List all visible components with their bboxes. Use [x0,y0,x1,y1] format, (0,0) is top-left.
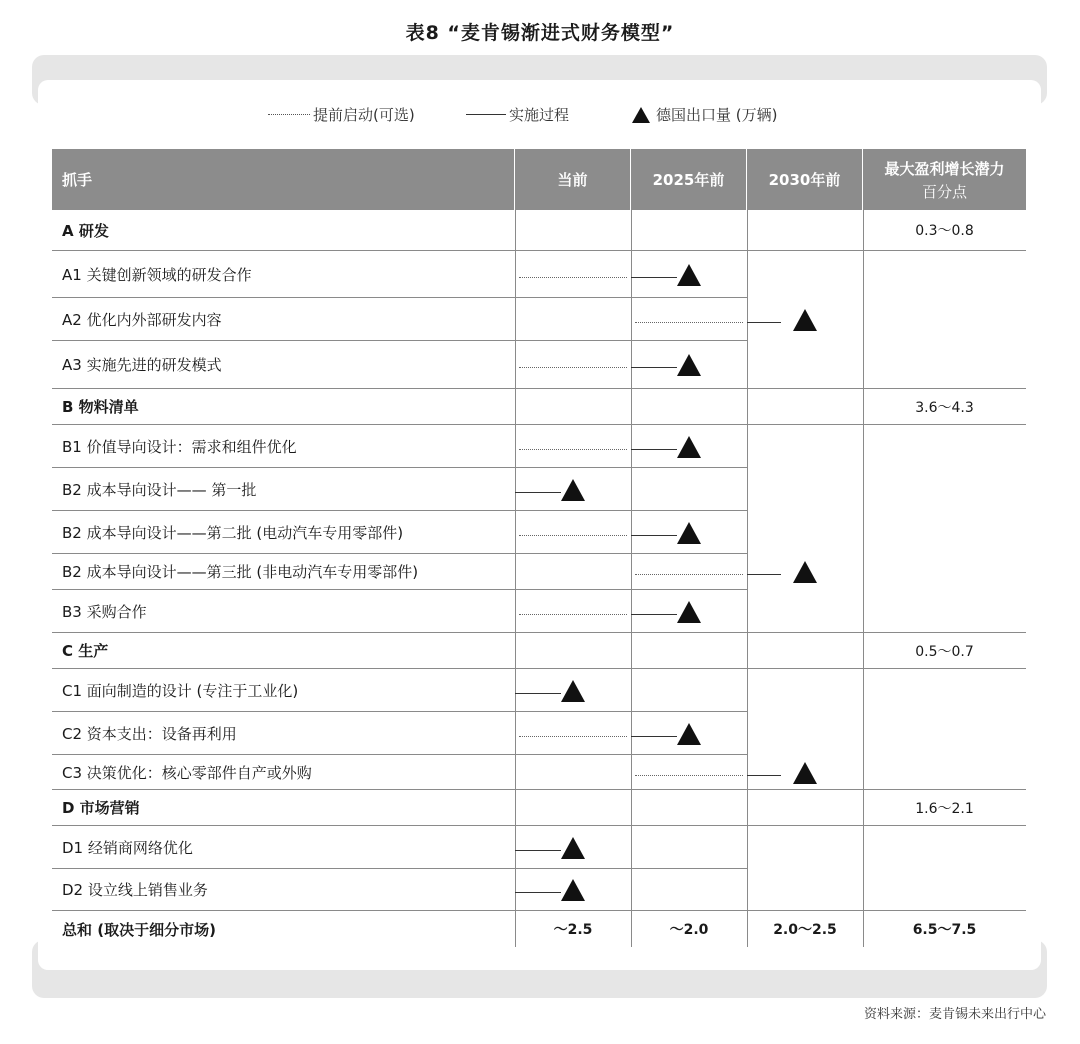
optional-start-line [519,367,627,368]
process-line [631,736,677,737]
triangle-icon [632,107,650,123]
row-label: 总和 (取决于细分市场) [62,920,216,939]
milestone-triangle-icon [677,522,701,544]
header-potential-unit: 百分点 [921,182,967,201]
row-label: A2 优化内外部研发内容 [62,310,222,329]
row-label: C1 面向制造的设计 (专注于工业化) [62,681,299,700]
source-note: 资料来源：麦肯锡未来出行中心 [863,1007,1046,1022]
milestone-triangle-icon [561,879,585,901]
section-potential: 3.6～4.3 [915,399,974,416]
process-line [631,277,677,278]
milestone-triangle-icon [793,561,817,583]
legend-optional [268,104,415,125]
total-2025: ～2.0 [669,922,709,938]
process-line [631,614,677,615]
row-label: C2 资本支出：设备再利用 [62,724,237,743]
total-row [52,911,1026,947]
column-divider [515,210,516,947]
row-label: D 市场营销 [62,799,140,817]
row-label: B3 采购合作 [62,602,147,621]
optional-start-line [519,277,627,278]
process-line [747,322,781,323]
row-label: B2 成本导向设计——第三批 (非电动汽车专用零部件) [62,563,419,581]
row-label: B2 成本导向设计——第二批 (电动汽车专用零部件) [62,523,404,542]
optional-start-line [519,736,627,737]
milestone-triangle-icon [677,264,701,286]
header-2025: 2025年前 [631,149,747,210]
merged-cell [864,827,1026,910]
milestone-triangle-icon [677,601,701,623]
section-potential: 0.5～0.7 [915,643,974,660]
legend-exports [632,104,777,125]
process-line [515,492,561,493]
optional-start-line [519,535,627,536]
legend-process-label: 实施过程 [509,106,570,124]
row-label: D1 经销商网络优化 [62,838,193,857]
header-potential: 最大盈利增长潜力 百分点 [884,159,1005,201]
section-row [52,790,1026,826]
row-label: D2 设立线上销售业务 [62,881,208,899]
process-line [515,850,561,851]
optional-start-line [519,614,627,615]
optional-start-line [519,449,627,450]
row-label: A 研发 [62,221,109,240]
merged-cell [748,827,863,910]
legend-optional-label: 提前启动(可选) [313,106,415,124]
milestone-triangle-icon [677,354,701,376]
total-current: ～2.5 [553,922,593,938]
header-current: 当前 [515,149,631,210]
section-potential: 1.6～2.1 [915,800,974,817]
row-label: C 生产 [62,642,109,660]
row-label: B 物料清单 [62,398,139,416]
row-label: B1 价值导向设计：需求和组件优化 [62,437,297,456]
process-line [747,574,781,575]
column-divider [631,210,632,947]
milestone-triangle-icon [677,436,701,458]
legend-process [466,104,569,125]
milestone-triangle-icon [561,680,585,702]
merged-cell [864,252,1026,388]
process-line [631,535,677,536]
optional-start-line [635,322,743,323]
process-line [631,449,677,450]
optional-start-line [635,574,743,575]
table-title: 表8 “麦肯锡渐进式财务模型” [405,22,675,44]
process-line [747,775,781,776]
milestone-triangle-icon [793,762,817,784]
header-2030: 2030年前 [747,149,863,210]
process-line [631,367,677,368]
section-row [52,633,1026,669]
process-line [515,892,561,893]
merged-cell [864,426,1026,632]
table-header [52,149,1026,210]
row-label: B2 成本导向设计—— 第一批 [62,480,257,499]
section-row [52,389,1026,425]
legend-exports-label: 德国出口量 (万辆) [656,106,778,124]
row-label: A1 关键创新领域的研发合作 [62,265,252,284]
section-row [52,210,1026,251]
total-potential: 6.5～7.5 [912,922,977,938]
dotted-line-icon [268,114,310,115]
header-levers: 抓手 [52,149,515,210]
total-2030: 2.0～2.5 [773,922,837,938]
milestone-triangle-icon [677,723,701,745]
milestone-triangle-icon [793,309,817,331]
milestone-triangle-icon [561,837,585,859]
legend [0,104,1080,128]
process-line [515,693,561,694]
row-label: A3 实施先进的研发模式 [62,356,222,374]
section-potential: 0.3～0.8 [915,223,974,239]
solid-line-icon [466,114,506,115]
row-label: C3 决策优化：核心零部件自产或外购 [62,763,312,782]
merged-cell [864,670,1026,789]
milestone-triangle-icon [561,479,585,501]
optional-start-line [635,775,743,776]
merged-cell [748,426,863,632]
